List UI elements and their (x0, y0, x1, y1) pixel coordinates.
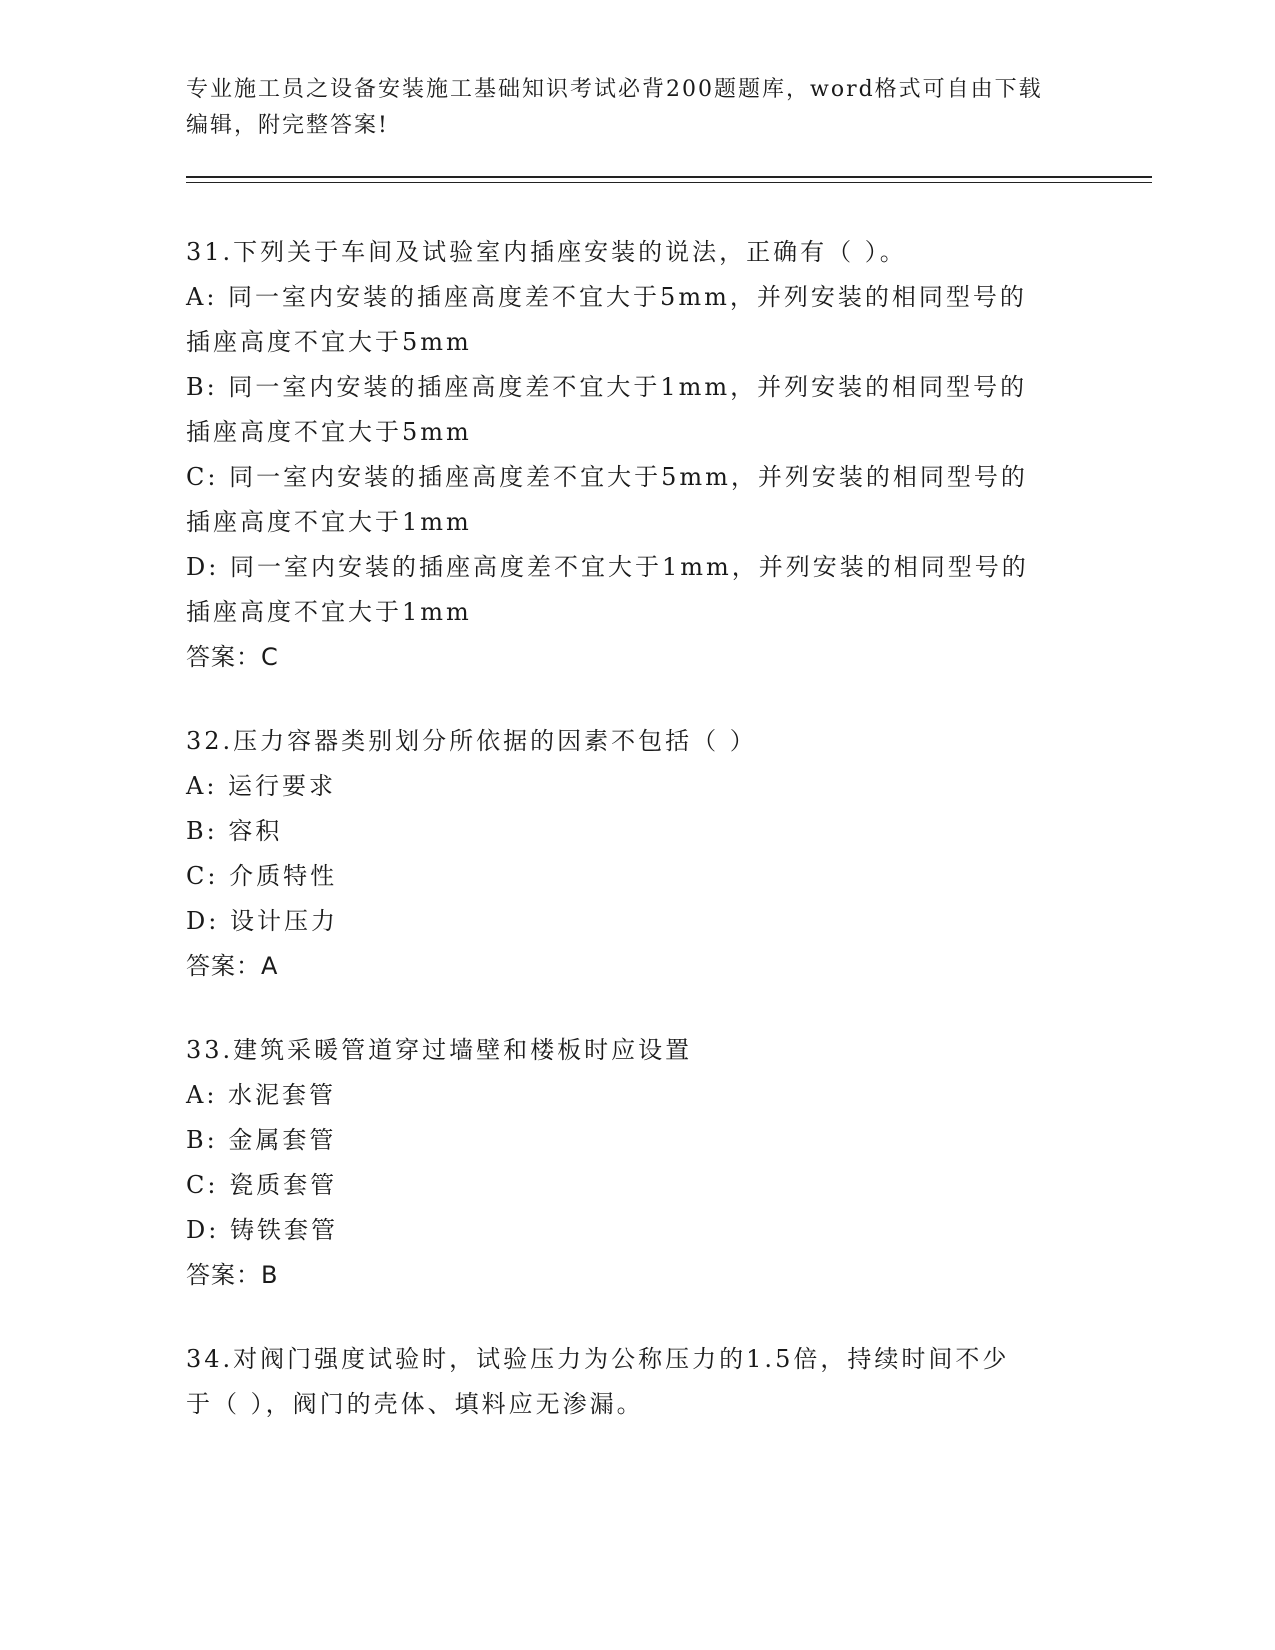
option-c: C: 瓷质套管 (186, 1171, 338, 1199)
option-a: A: 同一室内安装的插座高度差不宜大于5mm，并列安装的相同型号的 (186, 283, 1027, 311)
question-stem: 31.下列关于车间及试验室内插座安装的说法，正确有（ ）。 (186, 238, 907, 266)
header-divider-thin (186, 182, 1152, 183)
document-header (186, 72, 1066, 144)
option-c-continued: 插座高度不宜大于1mm (186, 508, 472, 536)
question-31 (186, 230, 1086, 680)
option-d-continued: 插座高度不宜大于1mm (186, 598, 472, 626)
option-a: A: 运行要求 (186, 772, 337, 800)
answer-text: 答案：B (186, 1261, 279, 1289)
option-a-continued: 插座高度不宜大于5mm (186, 328, 472, 356)
answer-text: 答案：A (186, 952, 279, 980)
question-list (186, 230, 1086, 1466)
option-c: C: 同一室内安装的插座高度差不宜大于5mm，并列安装的相同型号的 (186, 463, 1028, 491)
question-stem: 34.对阀门强度试验时，试验压力为公称压力的1.5倍，持续时间不少 (186, 1345, 1010, 1373)
option-b-continued: 插座高度不宜大于5mm (186, 418, 472, 446)
option-b: B: 容积 (186, 817, 283, 845)
header-divider-thick (186, 176, 1152, 178)
option-d: D: 设计压力 (186, 907, 338, 935)
question-34 (186, 1337, 1086, 1427)
question-stem-continued: 于（ ），阀门的壳体、填料应无渗漏。 (186, 1390, 644, 1418)
answer-text: 答案：C (186, 643, 279, 671)
option-d: D: 铸铁套管 (186, 1216, 338, 1244)
option-c: C: 介质特性 (186, 862, 338, 890)
option-d: D: 同一室内安装的插座高度差不宜大于1mm，并列安装的相同型号的 (186, 553, 1029, 581)
question-stem: 33.建筑采暖管道穿过墙壁和楼板时应设置 (186, 1036, 693, 1064)
question-stem: 32.压力容器类别划分所依据的因素不包括（ ） (186, 727, 757, 755)
header-line-1: 专业施工员之设备安装施工基础知识考试必背200题题库，word格式可自由下载 (186, 77, 1043, 102)
question-32 (186, 719, 1086, 989)
question-33 (186, 1028, 1086, 1298)
option-a: A: 水泥套管 (186, 1081, 337, 1109)
option-b: B: 金属套管 (186, 1126, 337, 1154)
header-line-2: 编辑，附完整答案! (186, 113, 389, 138)
option-b: B: 同一室内安装的插座高度差不宜大于1mm，并列安装的相同型号的 (186, 373, 1028, 401)
